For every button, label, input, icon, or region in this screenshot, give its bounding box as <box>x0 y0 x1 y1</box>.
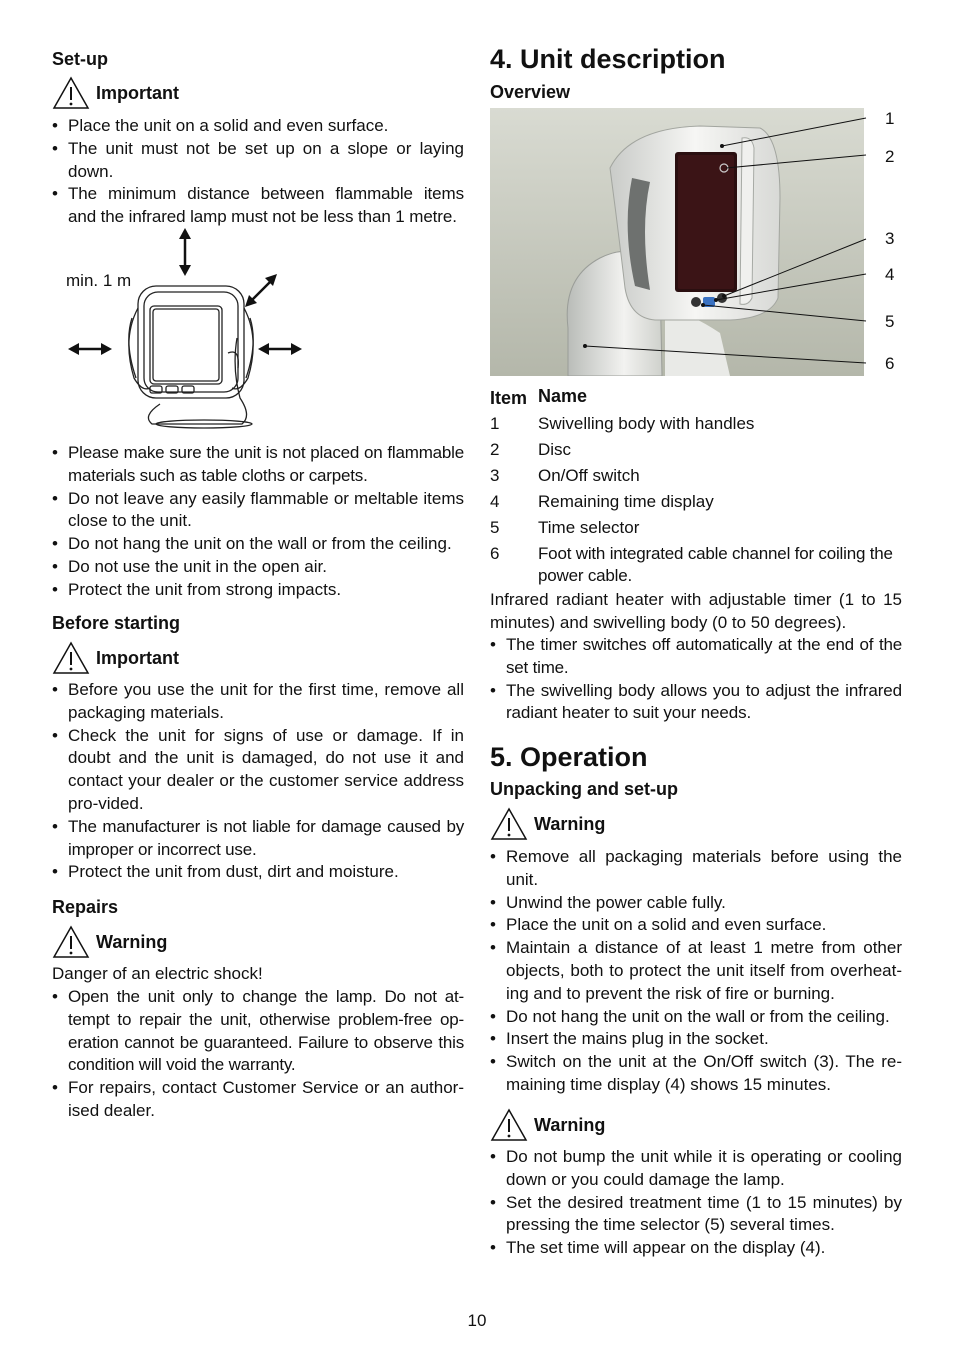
list-item: • Open the unit only to change the lamp. Do not at-tempt to repair the unit, otherwise problem-free op-eration cannot be guaranteed. Failure to observe this condition will void the warranty. <box>52 986 464 1077</box>
operation-warning-notice-2 <box>490 1108 902 1142</box>
list-item: • Insert the mains plug in the socket. <box>490 1028 902 1051</box>
table-row <box>490 515 902 541</box>
repairs-bullet-list <box>52 986 464 1123</box>
list-item: • Unwind the power cable fully. <box>490 892 902 915</box>
list-item: • Set the desired treatment time (1 to 15 minutes) by pressing the time selector (5) several times. <box>490 1192 902 1238</box>
list-item: • The swivelling body allows you to adjust the infrared radiant heater to suit your needs. <box>490 680 902 726</box>
list-item: • Remove all packaging materials before using the unit. <box>490 846 902 892</box>
page-number: 10 <box>467 1311 487 1330</box>
item-name: Swivelling body with handles <box>538 413 755 433</box>
heater-line-drawing <box>52 228 464 433</box>
item-name: Time selector <box>538 517 640 537</box>
item-number: 1 <box>490 414 500 433</box>
callout-5: 5 <box>885 312 895 331</box>
operation-bullet-list-2 <box>490 1146 902 1260</box>
table-row <box>490 437 902 463</box>
operation-warning-label-1: Warning <box>534 813 606 834</box>
item-number: 6 <box>490 544 500 563</box>
list-item: • The minimum distance between flammable items and the infrared lamp must not be less than 1 metre. <box>52 183 464 229</box>
header-name: Name <box>538 386 588 406</box>
callout-4: 4 <box>885 265 895 284</box>
setup-bullet-list-2 <box>52 442 464 602</box>
unit-description-text: Infrared radiant heater with adjustable timer (1 to 15 minutes) and swivelling body (0 to 50 degrees). <box>490 590 902 632</box>
overview-subheading: Overview <box>490 82 571 102</box>
item-name-table <box>490 385 902 590</box>
callout-3: 3 <box>885 229 895 248</box>
warning-triangle-icon <box>52 641 90 675</box>
heater-photo-illustration <box>490 108 902 376</box>
item-name: On/Off switch <box>538 465 640 485</box>
list-item: • Protect the unit from dust, dirt and moisture. <box>52 861 464 884</box>
item-name: Disc <box>538 439 572 459</box>
item-number: 3 <box>490 466 500 485</box>
list-item: • Before you use the unit for the first time, remove all packaging materials. <box>52 679 464 725</box>
warning-triangle-icon <box>52 76 90 110</box>
list-item: • Check the unit for signs of use or damage. If in doubt and the unit is damaged, do not use it and contact your dealer or the customer service address pro-vided. <box>52 725 464 816</box>
list-item: • The manufacturer is not liable for damage caused by improper or incorrect use. <box>52 816 464 862</box>
table-row <box>490 463 902 489</box>
setup-bullet-list <box>52 115 464 229</box>
list-item: • The unit must not be set up on a slope or laying down. <box>52 138 464 184</box>
unit-description-heading: 4. Unit description <box>490 44 726 74</box>
before-bullet-list <box>52 679 464 884</box>
repairs-warning-label: Warning <box>96 931 168 952</box>
operation-heading: 5. Operation <box>490 742 648 772</box>
table-row <box>490 541 902 590</box>
list-item: • Do not bump the unit while it is operating or cooling down or you could damage the lamp. <box>490 1146 902 1192</box>
table-row <box>490 489 902 515</box>
unpacking-subheading: Unpacking and set-up <box>490 779 679 799</box>
list-item: • Protect the unit from strong impacts. <box>52 579 464 602</box>
list-item: • For repairs, contact Customer Service or an author-ised dealer. <box>52 1077 464 1123</box>
item-number: 2 <box>490 440 500 459</box>
before-important-label: Important <box>96 647 179 668</box>
item-name: Foot with integrated cable channel for coiling the power cable. <box>538 543 893 586</box>
before-starting-heading: Before starting <box>52 613 181 633</box>
list-item: • The set time will appear on the display (4). <box>490 1237 902 1260</box>
list-item: • Do not hang the unit on the wall or from the ceiling. <box>52 533 464 556</box>
list-item: • Place the unit on a solid and even surface. <box>490 914 902 937</box>
list-item: • Do not use the unit in the open air. <box>52 556 464 579</box>
repairs-warning-notice <box>52 925 464 959</box>
item-number: 5 <box>490 518 500 537</box>
unit-bullet-list <box>490 634 902 725</box>
setup-important-notice <box>52 76 464 110</box>
list-item: • Place the unit on a solid and even surface. <box>52 115 464 138</box>
list-item: • Switch on the unit at the On/Off switch (3). The re-maining time display (4) shows 15 minutes. <box>490 1051 902 1097</box>
operation-bullet-list-1 <box>490 846 902 1097</box>
header-item: Item <box>490 388 528 408</box>
product-photo <box>490 108 902 376</box>
diagram-label: min. 1 m <box>66 271 132 290</box>
before-important-notice <box>52 641 464 675</box>
distance-diagram <box>52 228 464 433</box>
operation-warning-label-2: Warning <box>534 1114 606 1135</box>
callout-6: 6 <box>885 354 895 373</box>
item-name: Remaining time display <box>538 491 714 511</box>
list-item: • Do not hang the unit on the wall or from the ceiling. <box>490 1006 902 1029</box>
warning-triangle-icon <box>490 807 528 841</box>
repairs-heading: Repairs <box>52 897 119 917</box>
item-number: 4 <box>490 492 500 511</box>
list-item: • The timer switches off automatically at the end of the set time. <box>490 634 902 680</box>
table-header <box>490 385 902 411</box>
warning-triangle-icon <box>52 925 90 959</box>
callout-1: 1 <box>885 109 895 128</box>
callout-2: 2 <box>885 147 895 166</box>
operation-warning-notice-1 <box>490 807 902 841</box>
setup-heading: Set-up <box>52 49 108 69</box>
list-item: • Maintain a distance of at least 1 metre from other objects, both to protect the unit itself from overheat-ing and to prevent the risk of fire or burning. <box>490 937 902 1005</box>
table-row <box>490 411 902 437</box>
list-item: • Please make sure the unit is not placed on flammable materials such as table cloths or carpets. <box>52 442 464 488</box>
repairs-intro: Danger of an electric shock! <box>52 964 263 983</box>
warning-triangle-icon <box>490 1108 528 1142</box>
setup-important-label: Important <box>96 82 179 103</box>
list-item: • Do not leave any easily flammable or meltable items close to the unit. <box>52 488 464 534</box>
